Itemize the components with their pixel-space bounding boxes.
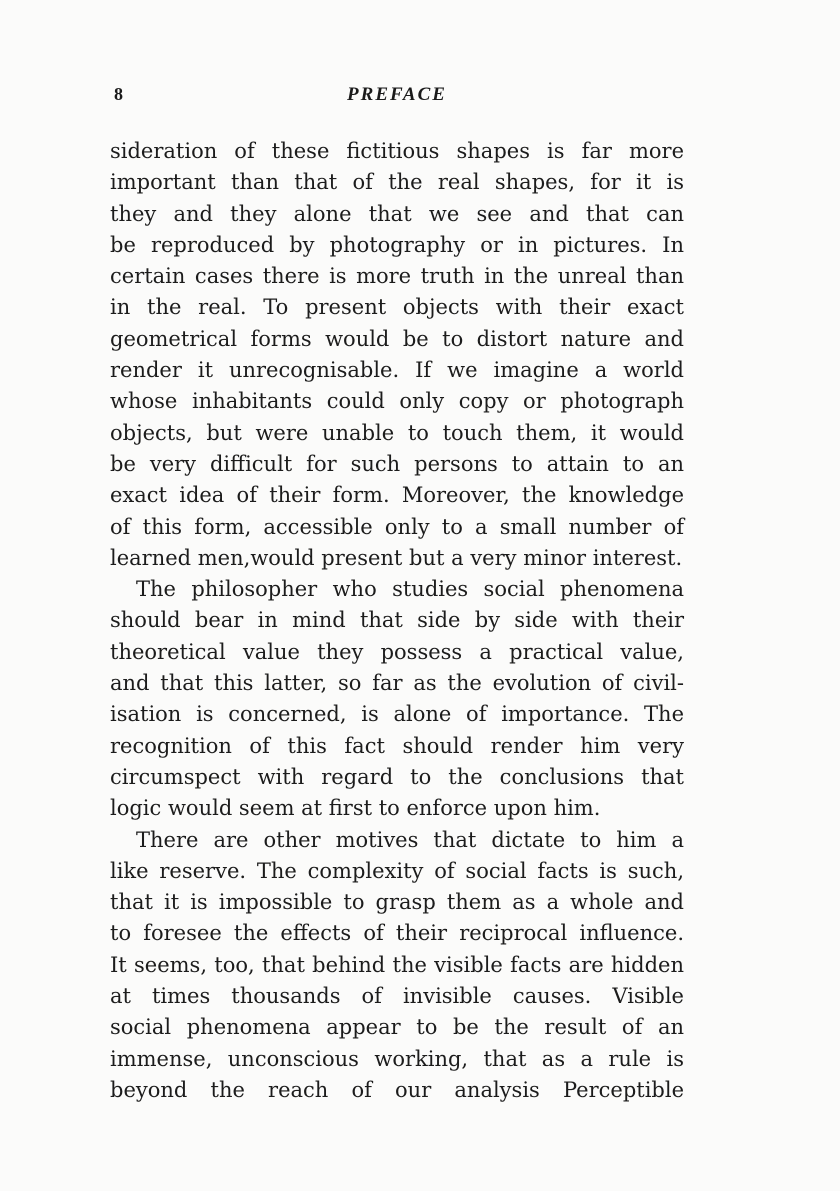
text-line: certain cases there is more truth in the unreal than [110,264,684,289]
text-line: that it is impossible to grasp them as a whole and [110,890,684,915]
text-line: important than that of the real shapes, for it is [110,170,684,195]
text-line: beyond the reach of our analysis Perceptible [110,1077,684,1102]
page-number: 8 [114,84,123,104]
text-line: theoretical value they possess a practical value, [110,639,684,664]
text-line: objects, but were unable to touch them, it would [110,420,684,445]
text-line: social phenomena appear to be the result of an [110,1015,684,1040]
text-line: sideration of these fictitious shapes is far more [110,139,684,163]
text-line: to foresee the effects of their reciprocal influence. [110,921,684,946]
text-line: and that this latter, so far as the evolution of civil- [110,671,684,696]
text-line: exact idea of their form. Moreover, the knowledge [110,483,684,508]
text-line: like reserve. The complexity of social facts is such, [110,858,684,883]
text-line: be very difficult for such persons to attain to an [110,451,684,476]
paragraph [110,136,684,574]
running-title: PREFACE [347,84,447,105]
text-line: at times thousands of invisible causes. Visible [110,984,684,1009]
text-line: It seems, too, that behind the visible facts are hidden [110,952,684,977]
paragraph [110,825,684,1107]
page-header [110,84,684,114]
text-line: immense, unconscious working, that as a rule is [110,1046,684,1071]
text-line: learned men,would present but a very minor interest. [110,545,683,570]
text-line: isation is concerned, is alone of importance. The [110,702,684,727]
text-line: There are other motives that dictate to him a [136,827,684,852]
text-line: geometrical forms would be to distort nature and [110,326,684,351]
text-line: should bear in mind that side by side with their [110,608,684,633]
text-line: render it unrecognisable. If we imagine a world [110,358,684,383]
text-line: circumspect with regard to the conclusions that [110,764,684,789]
text-line: they and they alone that we see and that can [110,201,684,226]
text-line: logic would seem at first to enforce upon him. [110,796,601,821]
body-text [110,136,684,1106]
text-line: recognition of this fact should render him very [110,733,684,758]
text-line: of this form, accessible only to a small number of [110,514,684,539]
text-line: The philosopher who studies social phenomena [136,577,684,602]
text-line: be reproduced by photography or in pictures. In [110,232,684,257]
text-line: whose inhabitants could only copy or photograph [110,389,684,414]
text-line: in the real. To present objects with their exact [110,295,684,320]
paragraph [110,574,684,824]
